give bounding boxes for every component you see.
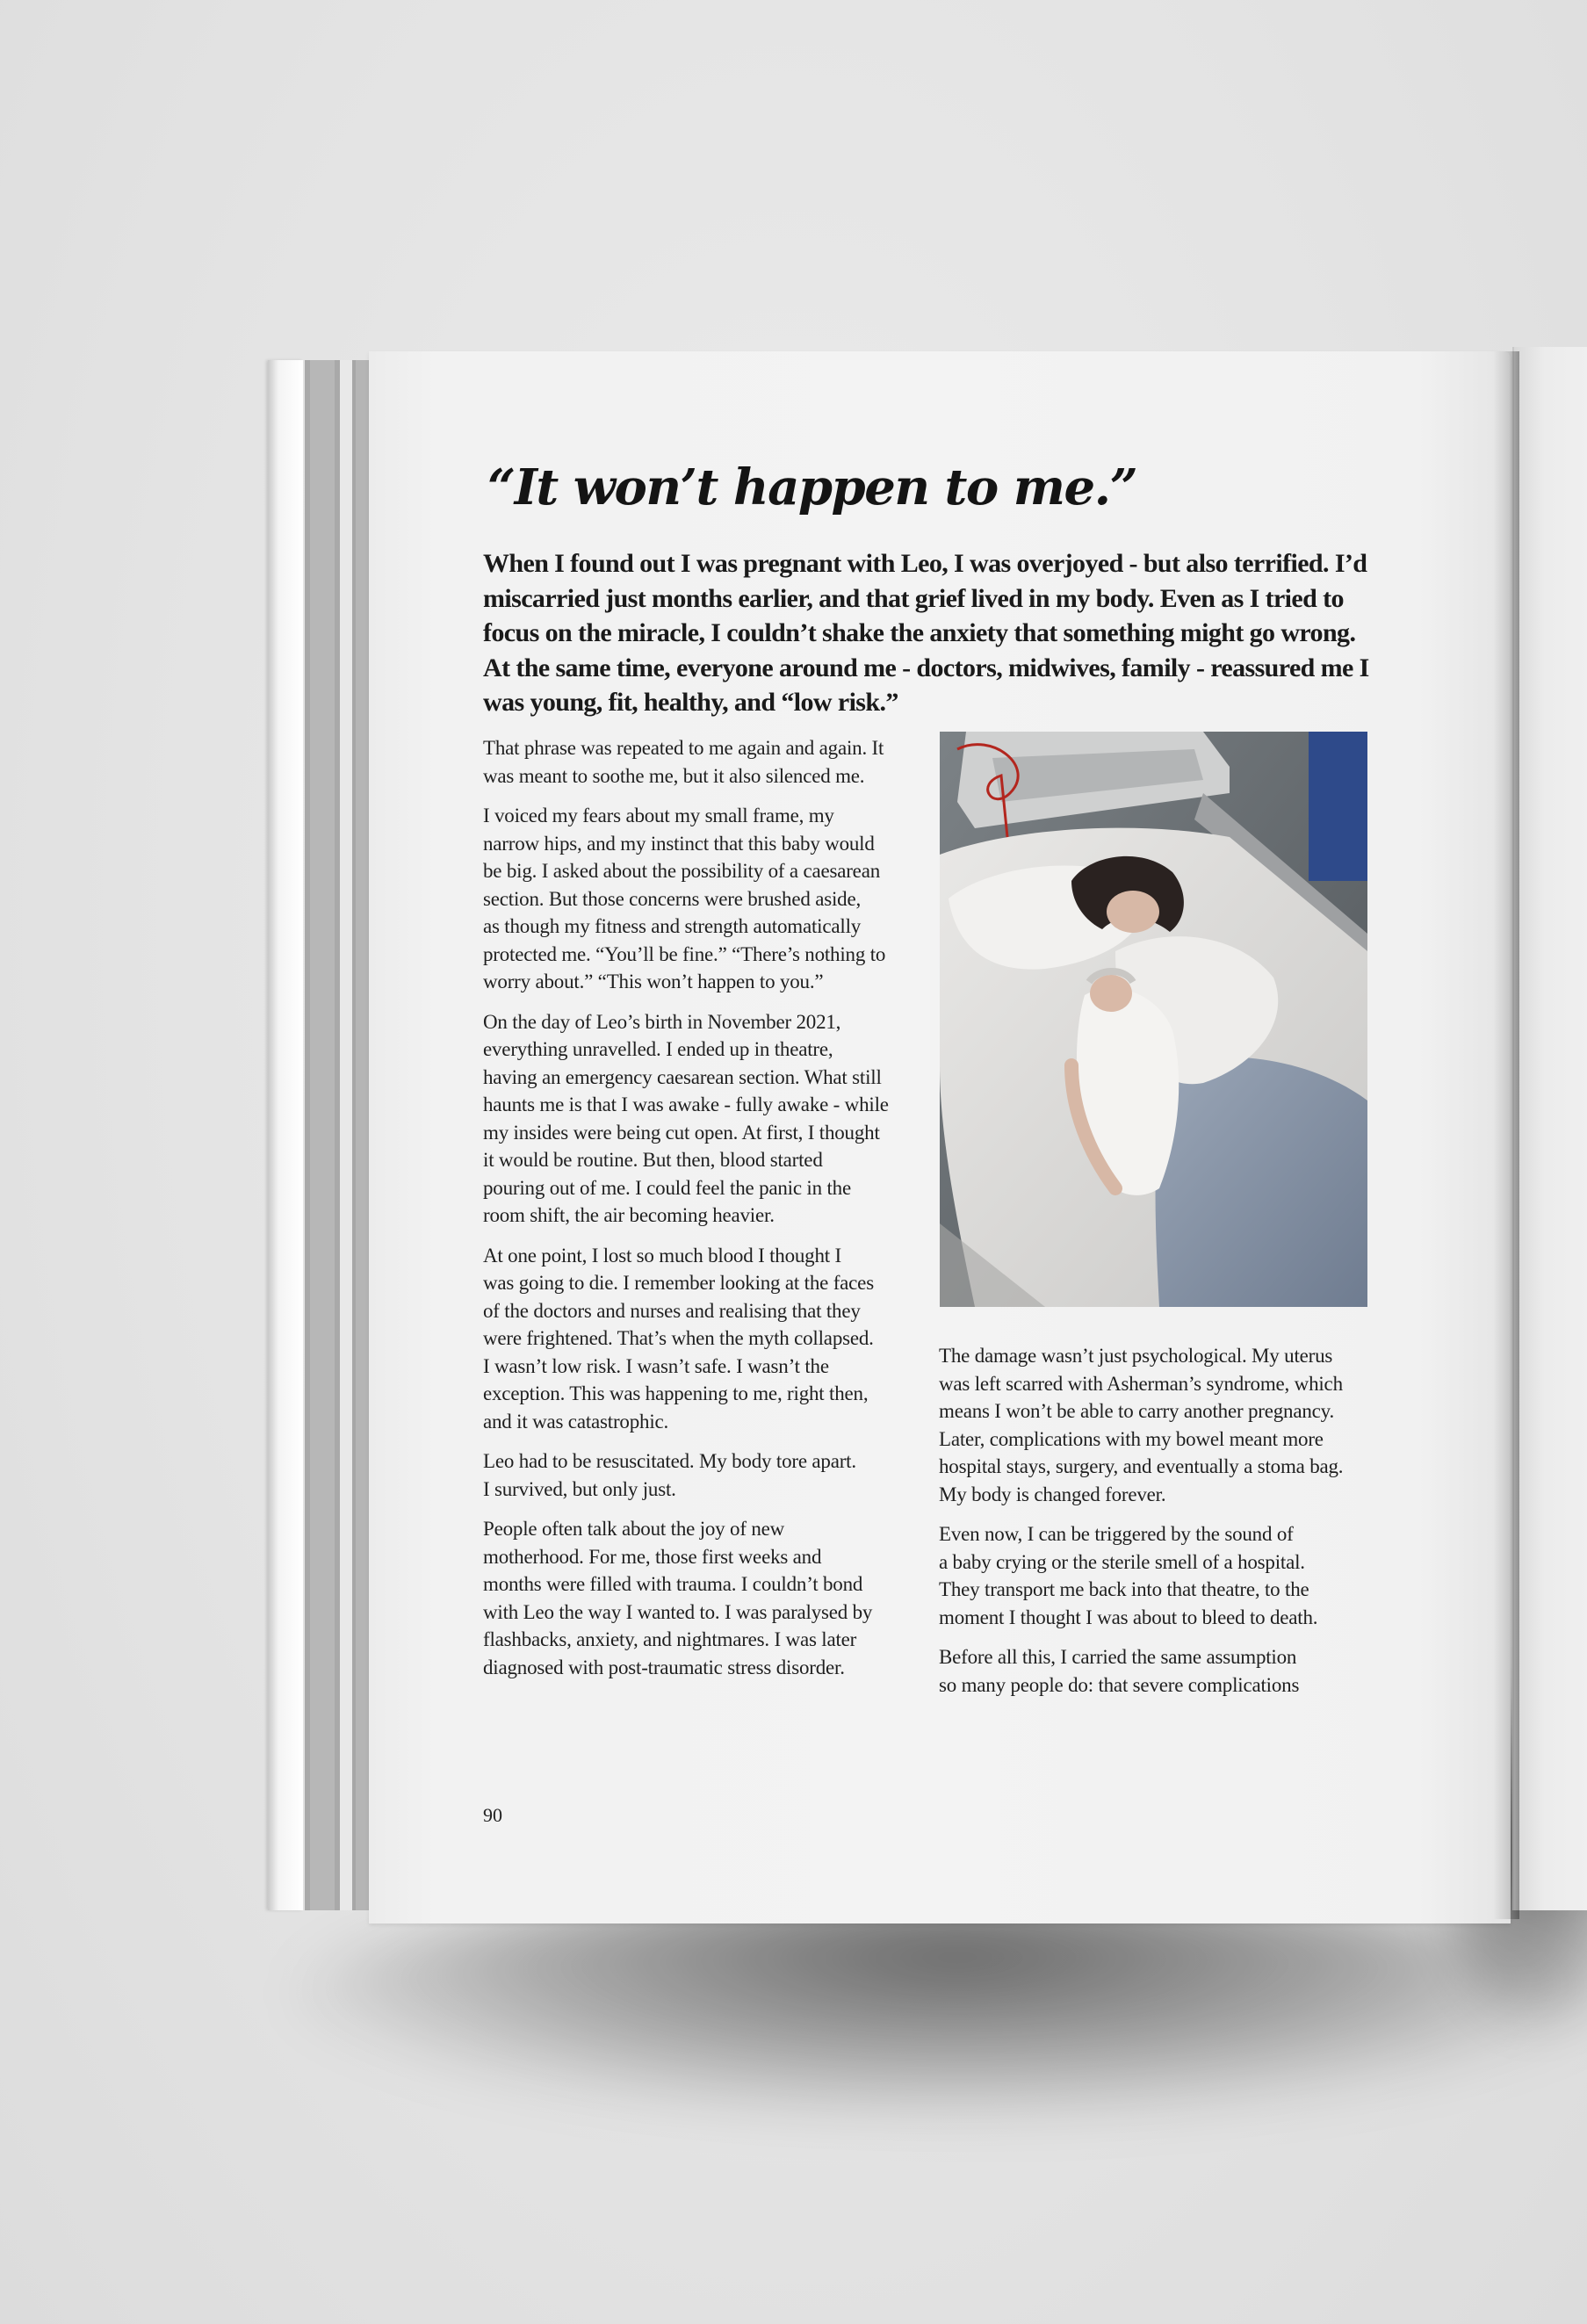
paragraph: I voiced my fears about my small frame, my narrow hips, and my instinct that this baby would be big. I asked about the possibility of a caesarean section. But those concerns were brushed aside, as though my fitness and strength automatically protected me. “You’ll be fine.” “There’s nothing to worry about.” “This won’t happen to you.” (483, 805, 886, 992)
page-edges (268, 360, 373, 1910)
page-edge-stack-2-inner (356, 360, 370, 1910)
facing-page-edge (1512, 347, 1587, 1910)
paragraph: The damage wasn’t just psychological. My uterus was left scarred with Asherman’s syndrome, which means I won’t be able to carry another pregnancy. Later, complications with my bowel meant more hospital stays, surgery, and eventually a stoma bag. My body is changed forever. (939, 1345, 1344, 1505)
paragraph: Leo had to be resuscitated. My body tore apart. I survived, but only just. (483, 1450, 856, 1500)
right-column (939, 1342, 1378, 1711)
page-edge-outer (268, 360, 303, 1910)
paragraph: People often talk about the joy of new motherhood. For me, those first weeks and months were filled with trauma. I couldn’t bond with Leo the way I wanted to. I was paralysed by flashbacks, anxiety, and nightmares. I was later diagnosed with post-traumatic stress disorder. (483, 1518, 873, 1678)
hospital-bed-photo (940, 732, 1367, 1307)
article-intro: When I found out I was pregnant with Leo, I was overjoyed - but also terrified. I’d miscarried just months earlier, and that grief lived in my body. Even as I tried to focus on the miracle, I couldn’t shake the anxiety that something might go wrong. At the same time, everyone around me - doctors, midwives, family - reassured me I was young, fit, healthy, and “low risk.” (483, 549, 1369, 717)
photo-illustration (940, 732, 1367, 1307)
paragraph: That phrase was repeated to me again and again. It was meant to soothe me, but it also silenced me. (483, 737, 884, 787)
paragraph: At one point, I lost so much blood I thought I was going to die. I remember looking at the faces of the doctors and nurses and realising that they were frightened. That’s when the myth collapsed. I wasn’t low risk. I wasn’t safe. I wasn’t the exception. This was happening to me, right then, and it was catastrophic. (483, 1244, 874, 1433)
page-edge-stack-inner (310, 360, 335, 1910)
page-edge-light (340, 360, 352, 1910)
article-title: “It won’t happen to me.” (487, 458, 1137, 516)
page-number: 90 (483, 1804, 502, 1826)
paragraph: Even now, I can be triggered by the sound of a baby crying or the sterile smell of a hospital. They transport me back into that theatre, to the moment I thought I was about to bleed to death. (939, 1523, 1318, 1628)
paragraph: Before all this, I carried the same assumption so many people do: that severe complications (939, 1646, 1300, 1696)
book-gutter (1493, 351, 1519, 1919)
left-column (483, 734, 922, 1693)
paragraph: On the day of Leo’s birth in November 2021, everything unravelled. I ended up in theatre, having an emergency caesarean section. What still haunts me is that I was awake - fully awake - while my insides were being cut open. At first, I thought it would be routine. But then, blood started pouring out of me. I could feel the panic in the room shift, the air becoming heavier. (483, 1010, 889, 1226)
